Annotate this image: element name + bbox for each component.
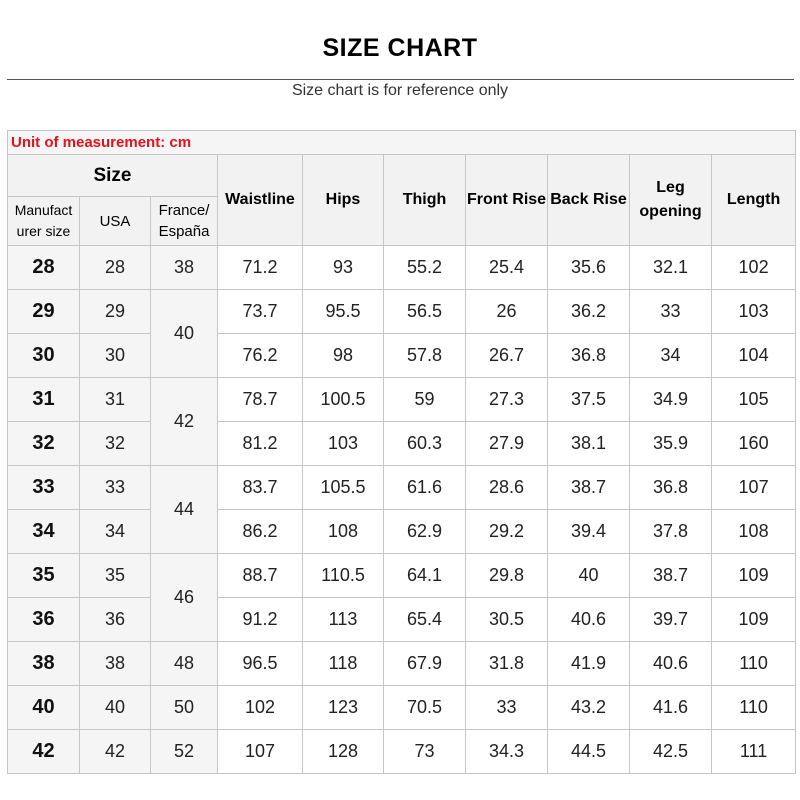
back-rise-cell: 39.4 — [548, 510, 630, 554]
front-rise-cell: 34.3 — [466, 730, 548, 774]
manufacturer-size-cell: 30 — [8, 334, 80, 378]
length-cell: 107 — [712, 466, 796, 510]
back-rise-cell: 40.6 — [548, 598, 630, 642]
usa-size-cell: 31 — [80, 378, 151, 422]
table-row — [8, 334, 796, 378]
back-rise-cell: 44.5 — [548, 730, 630, 774]
france-espana-size-cell: 46 — [151, 554, 218, 642]
hips-cell: 95.5 — [303, 290, 384, 334]
thigh-cell: 67.9 — [384, 642, 466, 686]
manufacturer-size-cell: 35 — [8, 554, 80, 598]
hips-cell: 128 — [303, 730, 384, 774]
leg-opening-cell: 32.1 — [630, 246, 712, 290]
manufacturer-size-cell: 32 — [8, 422, 80, 466]
table-row — [8, 290, 796, 334]
leg-opening-cell: 38.7 — [630, 554, 712, 598]
thigh-cell: 61.6 — [384, 466, 466, 510]
france-espana-size-cell: 44 — [151, 466, 218, 554]
table-row — [8, 378, 796, 422]
table-row — [8, 466, 796, 510]
waistline-cell: 78.7 — [218, 378, 303, 422]
leg-opening-cell: 41.6 — [630, 686, 712, 730]
leg-opening-cell: 34 — [630, 334, 712, 378]
waistline-cell: 73.7 — [218, 290, 303, 334]
front-rise-cell: 29.8 — [466, 554, 548, 598]
thigh-cell: 57.8 — [384, 334, 466, 378]
manufacturer-size-cell: 31 — [8, 378, 80, 422]
table-row — [8, 554, 796, 598]
header-length: Length — [712, 155, 796, 246]
usa-size-cell: 30 — [80, 334, 151, 378]
hips-cell: 105.5 — [303, 466, 384, 510]
length-cell: 109 — [712, 554, 796, 598]
manufacturer-size-cell: 28 — [8, 246, 80, 290]
unit-of-measurement: Unit of measurement: cm — [8, 131, 796, 155]
usa-size-cell: 28 — [80, 246, 151, 290]
back-rise-cell: 36.2 — [548, 290, 630, 334]
usa-size-cell: 36 — [80, 598, 151, 642]
length-cell: 104 — [712, 334, 796, 378]
table-row — [8, 422, 796, 466]
header-waistline: Waistline — [218, 155, 303, 246]
france-espana-size-cell: 48 — [151, 642, 218, 686]
usa-size-cell: 29 — [80, 290, 151, 334]
leg-opening-cell: 34.9 — [630, 378, 712, 422]
page-title: SIZE CHART — [322, 34, 478, 62]
hips-cell: 103 — [303, 422, 384, 466]
length-cell: 103 — [712, 290, 796, 334]
france-espana-size-cell: 50 — [151, 686, 218, 730]
thigh-cell: 60.3 — [384, 422, 466, 466]
waistline-cell: 86.2 — [218, 510, 303, 554]
front-rise-cell: 25.4 — [466, 246, 548, 290]
back-rise-cell: 35.6 — [548, 246, 630, 290]
thigh-cell: 65.4 — [384, 598, 466, 642]
usa-size-cell: 32 — [80, 422, 151, 466]
hips-cell: 118 — [303, 642, 384, 686]
hips-cell: 110.5 — [303, 554, 384, 598]
waistline-cell: 102 — [218, 686, 303, 730]
waistline-cell: 88.7 — [218, 554, 303, 598]
length-cell: 110 — [712, 686, 796, 730]
france-espana-size-cell: 52 — [151, 730, 218, 774]
leg-opening-cell: 35.9 — [630, 422, 712, 466]
leg-opening-cell: 33 — [630, 290, 712, 334]
length-cell: 110 — [712, 642, 796, 686]
manufacturer-size-cell: 34 — [8, 510, 80, 554]
length-cell: 105 — [712, 378, 796, 422]
length-cell: 111 — [712, 730, 796, 774]
size-chart-table — [7, 130, 796, 774]
leg-opening-cell: 37.8 — [630, 510, 712, 554]
waistline-cell: 76.2 — [218, 334, 303, 378]
back-rise-cell: 43.2 — [548, 686, 630, 730]
table-row — [8, 246, 796, 290]
manufacturer-size-cell: 38 — [8, 642, 80, 686]
leg-opening-cell: 40.6 — [630, 642, 712, 686]
header-back-rise: Back Rise — [548, 155, 630, 246]
front-rise-cell: 27.9 — [466, 422, 548, 466]
thigh-cell: 64.1 — [384, 554, 466, 598]
back-rise-cell: 37.5 — [548, 378, 630, 422]
length-cell: 108 — [712, 510, 796, 554]
france-espana-size-cell: 38 — [151, 246, 218, 290]
waistline-cell: 96.5 — [218, 642, 303, 686]
header-thigh: Thigh — [384, 155, 466, 246]
front-rise-cell: 26.7 — [466, 334, 548, 378]
header-usa: USA — [80, 197, 151, 246]
hips-cell: 108 — [303, 510, 384, 554]
back-rise-cell: 40 — [548, 554, 630, 598]
back-rise-cell: 36.8 — [548, 334, 630, 378]
manufacturer-size-cell: 40 — [8, 686, 80, 730]
table-row — [8, 598, 796, 642]
length-cell: 102 — [712, 246, 796, 290]
hips-cell: 123 — [303, 686, 384, 730]
unit-row — [8, 131, 796, 155]
back-rise-cell: 38.7 — [548, 466, 630, 510]
thigh-cell: 59 — [384, 378, 466, 422]
waistline-cell: 107 — [218, 730, 303, 774]
front-rise-cell: 26 — [466, 290, 548, 334]
front-rise-cell: 27.3 — [466, 378, 548, 422]
thigh-cell: 73 — [384, 730, 466, 774]
thigh-cell: 55.2 — [384, 246, 466, 290]
thigh-cell: 62.9 — [384, 510, 466, 554]
manufacturer-size-cell: 36 — [8, 598, 80, 642]
thigh-cell: 56.5 — [384, 290, 466, 334]
front-rise-cell: 28.6 — [466, 466, 548, 510]
back-rise-cell: 38.1 — [548, 422, 630, 466]
header-france-espana: France/ España — [151, 197, 218, 246]
usa-size-cell: 40 — [80, 686, 151, 730]
usa-size-cell: 35 — [80, 554, 151, 598]
leg-opening-cell: 42.5 — [630, 730, 712, 774]
length-cell: 160 — [712, 422, 796, 466]
front-rise-cell: 33 — [466, 686, 548, 730]
hips-cell: 100.5 — [303, 378, 384, 422]
header-leg-opening: Leg opening — [630, 155, 712, 246]
manufacturer-size-cell: 33 — [8, 466, 80, 510]
header-front-rise: Front Rise — [466, 155, 548, 246]
usa-size-cell: 33 — [80, 466, 151, 510]
france-espana-size-cell: 42 — [151, 378, 218, 466]
header-manufacturer-size: Manufact urer size — [8, 197, 80, 246]
header-hips: Hips — [303, 155, 384, 246]
usa-size-cell: 42 — [80, 730, 151, 774]
front-rise-cell: 30.5 — [466, 598, 548, 642]
hips-cell: 113 — [303, 598, 384, 642]
table-row — [8, 730, 796, 774]
leg-opening-cell: 39.7 — [630, 598, 712, 642]
header-row-top — [8, 155, 796, 197]
header-size: Size — [8, 155, 218, 197]
table-row — [8, 686, 796, 730]
usa-size-cell: 38 — [80, 642, 151, 686]
waistline-cell: 71.2 — [218, 246, 303, 290]
title-divider — [7, 79, 794, 80]
france-espana-size-cell: 40 — [151, 290, 218, 378]
front-rise-cell: 29.2 — [466, 510, 548, 554]
usa-size-cell: 34 — [80, 510, 151, 554]
waistline-cell: 81.2 — [218, 422, 303, 466]
front-rise-cell: 31.8 — [466, 642, 548, 686]
waistline-cell: 91.2 — [218, 598, 303, 642]
hips-cell: 93 — [303, 246, 384, 290]
waistline-cell: 83.7 — [218, 466, 303, 510]
thigh-cell: 70.5 — [384, 686, 466, 730]
manufacturer-size-cell: 29 — [8, 290, 80, 334]
page-subtitle: Size chart is for reference only — [291, 82, 509, 99]
table-row — [8, 642, 796, 686]
table-row — [8, 510, 796, 554]
manufacturer-size-cell: 42 — [8, 730, 80, 774]
length-cell: 109 — [712, 598, 796, 642]
leg-opening-cell: 36.8 — [630, 466, 712, 510]
hips-cell: 98 — [303, 334, 384, 378]
back-rise-cell: 41.9 — [548, 642, 630, 686]
